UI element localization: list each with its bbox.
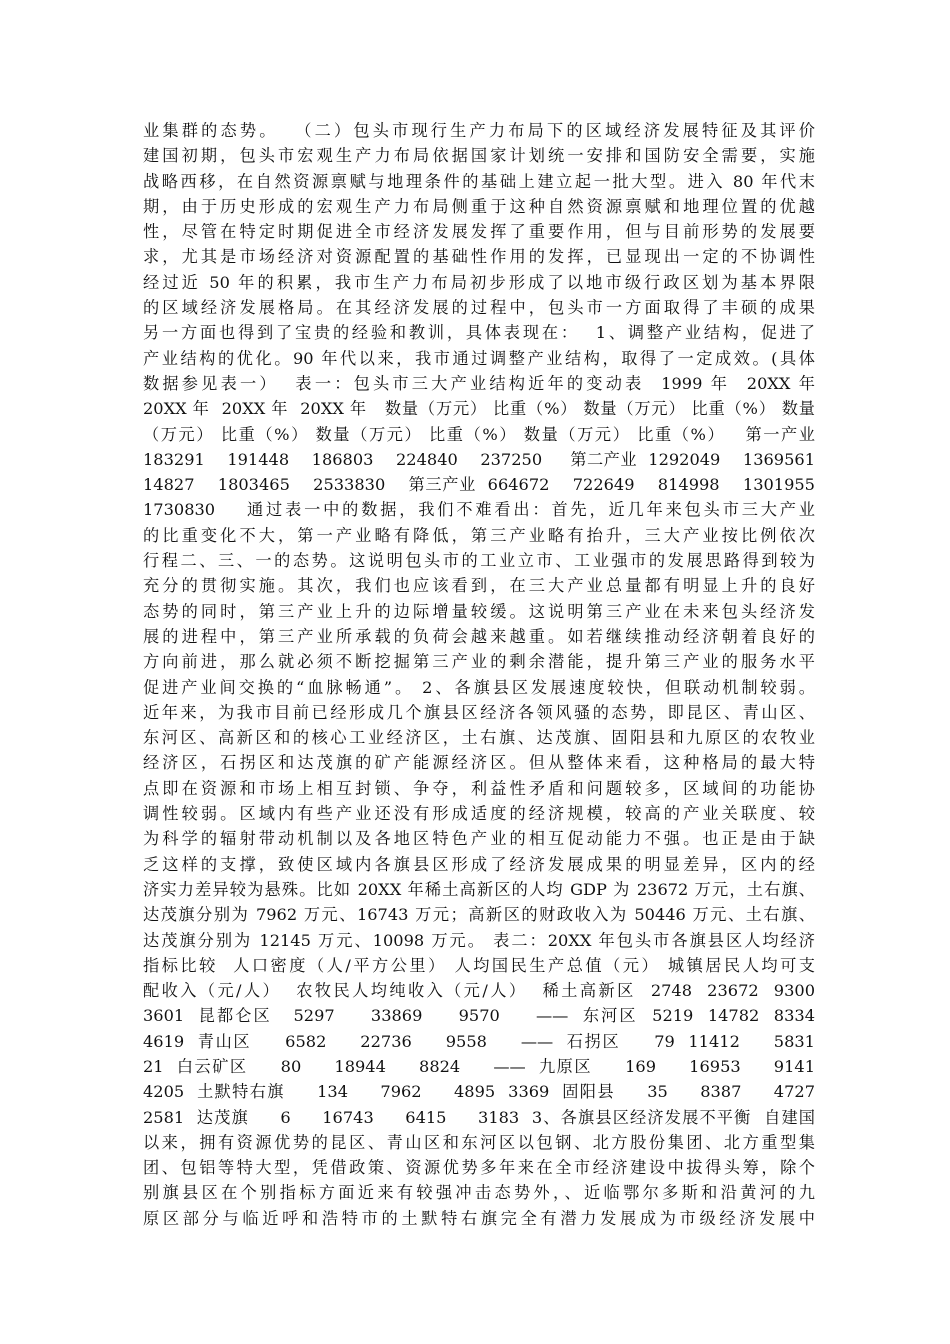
text-line: 充分的贯彻实施。其次，我们也应该看到，在三大产业总量都有明显上升的良好 [143,576,815,596]
text-line: 点即在资源和市场上相互封锁、争夺，利益性矛盾和问题较多，区域间的功能协 [143,778,815,798]
text-line: 4205 土默特右旗 134 7962 4895 3369 固阳县 35 8387 4727 [143,1082,815,1102]
text-line: 乏这样的支撑，致使区域内各旗县区形成了经济发展成果的明显差异，区内的经 [143,854,815,874]
text-line: 达茂旗分别为 12145 万元、10098 万元。 表二：20XX 年包头市各旗县区人均经济 [143,930,815,950]
text-line: 20XX 年 20XX 年 20XX 年 数量（万元） 比重（%） 数量（万元） 比重（%） 数量 [143,399,815,419]
text-line: 别旗县区在个别指标方面近来有较强冲击态势外，、近临鄂尔多斯和沿黄河的九 [143,1183,815,1203]
text-line: 期，由于历史形成的宏观生产力布局侧重于这种自然资源禀赋和地理位置的优越 [143,196,815,216]
text-line: 团、包铝等特大型，凭借政策、资源优势多年来在全市经济建设中拔得头筹，除个 [143,1158,815,1178]
text-line: 促进产业间交换的“血脉畅通”。 2、各旗县区发展速度较快，但联动机制较弱。 [143,677,815,697]
text-line: 的区域经济发展格局。在其经济发展的过程中，包头市一方面取得了丰硕的成果 [143,298,815,318]
text-line: 建国初期，包头市宏观生产力布局依据国家计划统一安排和国防安全需要，实施 [143,146,815,166]
text-line: 达茂旗分别为 7962 万元、16743 万元；高新区的财政收入为 50446 万元、土右旗、 [143,905,815,925]
text-line: 济实力差异较为悬殊。比如 20XX 年稀土高新区的人均 GDP 为 23672 万元，土右旗、 [143,879,815,899]
body-text [143,118,815,1256]
text-line: 业集群的态势。 （二）包头市现行生产力布局下的区域经济发展特征及其评价 [143,121,815,140]
text-line: 原区部分与临近呼和浩特市的土默特右旗完全有潜力发展成为市级经济发展中 [143,1208,815,1228]
text-line: 经济区，石拐区和达茂旗的矿产能源经济区。但从整体来看，这种格局的最大特 [143,753,815,773]
text-line: 经过近 50 年的积累，我市生产力布局初步形成了以地市级行政区划为基本界限 [143,272,815,292]
text-line: 态势的同时，第三产业上升的边际增量较缓。这说明第三产业在未来包头经济发 [143,601,815,621]
text-line: 展的进程中，第三产业所承载的负荷会越来越重。如若继续推动经济朝着良好的 [143,626,815,646]
text-line: 2581 达茂旗 6 16743 6415 3183 3、各旗县区经济发展不平衡 自建国 [143,1107,815,1127]
text-line: 21 白云矿区 80 18944 8824 —— 九原区 169 16953 9141 [143,1056,815,1076]
text-line: 行程二、三、一的态势。这说明包头市的工业立市、工业强市的发展思路得到较为 [143,551,815,571]
text-line: 的比重变化不大，第一产业略有降低，第三产业略有抬升，三大产业按比例依次 [143,525,815,545]
text-line: 产业结构的优化。90 年代以来，我市通过调整产业结构，取得了一定成效。(具体 [143,348,815,368]
text-line: 调性较弱。区域内有些产业还没有形成适度的经济规模，较高的产业关联度、较 [143,804,815,824]
text-line: 4619 青山区 6582 22736 9558 —— 石拐区 79 11412 5831 [143,1031,815,1051]
text-line: （万元） 比重（%） 数量（万元） 比重（%） 数量（万元） 比重（%） 第一产业 [143,424,815,444]
text-line: 另一方面也得到了宝贵的经验和教训，具体表现在： 1、调整产业结构，促进了 [143,323,815,343]
text-line: 求，尤其是市场经济对资源配置的基础性作用的发挥，已显现出一定的不协调性 [143,247,815,267]
text-line: 为科学的辐射带动机制以及各地区特色产业的相互促动能力不强。也正是由于缺 [143,829,815,849]
text-line [143,1231,815,1256]
text-line: 数据参见表一） 表一：包头市三大产业结构近年的变动表 1999 年 20XX 年 [143,373,815,393]
text-line: 183291 191448 186803 224840 237250 第二产业 1292049 1369561 [143,449,815,469]
text-line: 14827 1803465 2533830 第三产业 664672 722649 814998 1301955 [143,475,815,495]
text-line: 东河区、高新区和的核心工业经济区，土右旗、达茂旗、固阳县和九原区的农牧业 [143,728,815,748]
text-line: 近年来，为我市目前已经形成几个旗县区经济各领风骚的态势，即昆区、青山区、 [143,702,815,722]
text-line: 以来，拥有资源优势的昆区、青山区和东河区以包钢、北方股份集团、北方重型集 [143,1132,815,1152]
text-line: 性，尽管在特定时期促进全市经济发展发挥了重要作用，但与目前形势的发展要 [143,222,815,242]
text-line: 战略西移，在自然资源禀赋与地理条件的基础上建立起一批大型。进入 80 年代末 [143,171,815,191]
text-line: 3601 昆都仑区 5297 33869 9570 —— 东河区 5219 14782 8334 [143,1006,815,1026]
text-line: 1730830 通过表一中的数据，我们不难看出：首先，近几年来包头市三大产业 [143,500,815,520]
text-line: 配收入（元/人） 农牧民人均纯收入（元/人） 稀土高新区 2748 23672 9300 [143,981,815,1001]
text-line: 方向前进，那么就必须不断挖掘第三产业的剩余潜能，提升第三产业的服务水平 [143,652,815,672]
text-line: 指标比较 人口密度（人/平方公里） 人均国民生产总值（元） 城镇居民人均可支 [143,955,815,975]
